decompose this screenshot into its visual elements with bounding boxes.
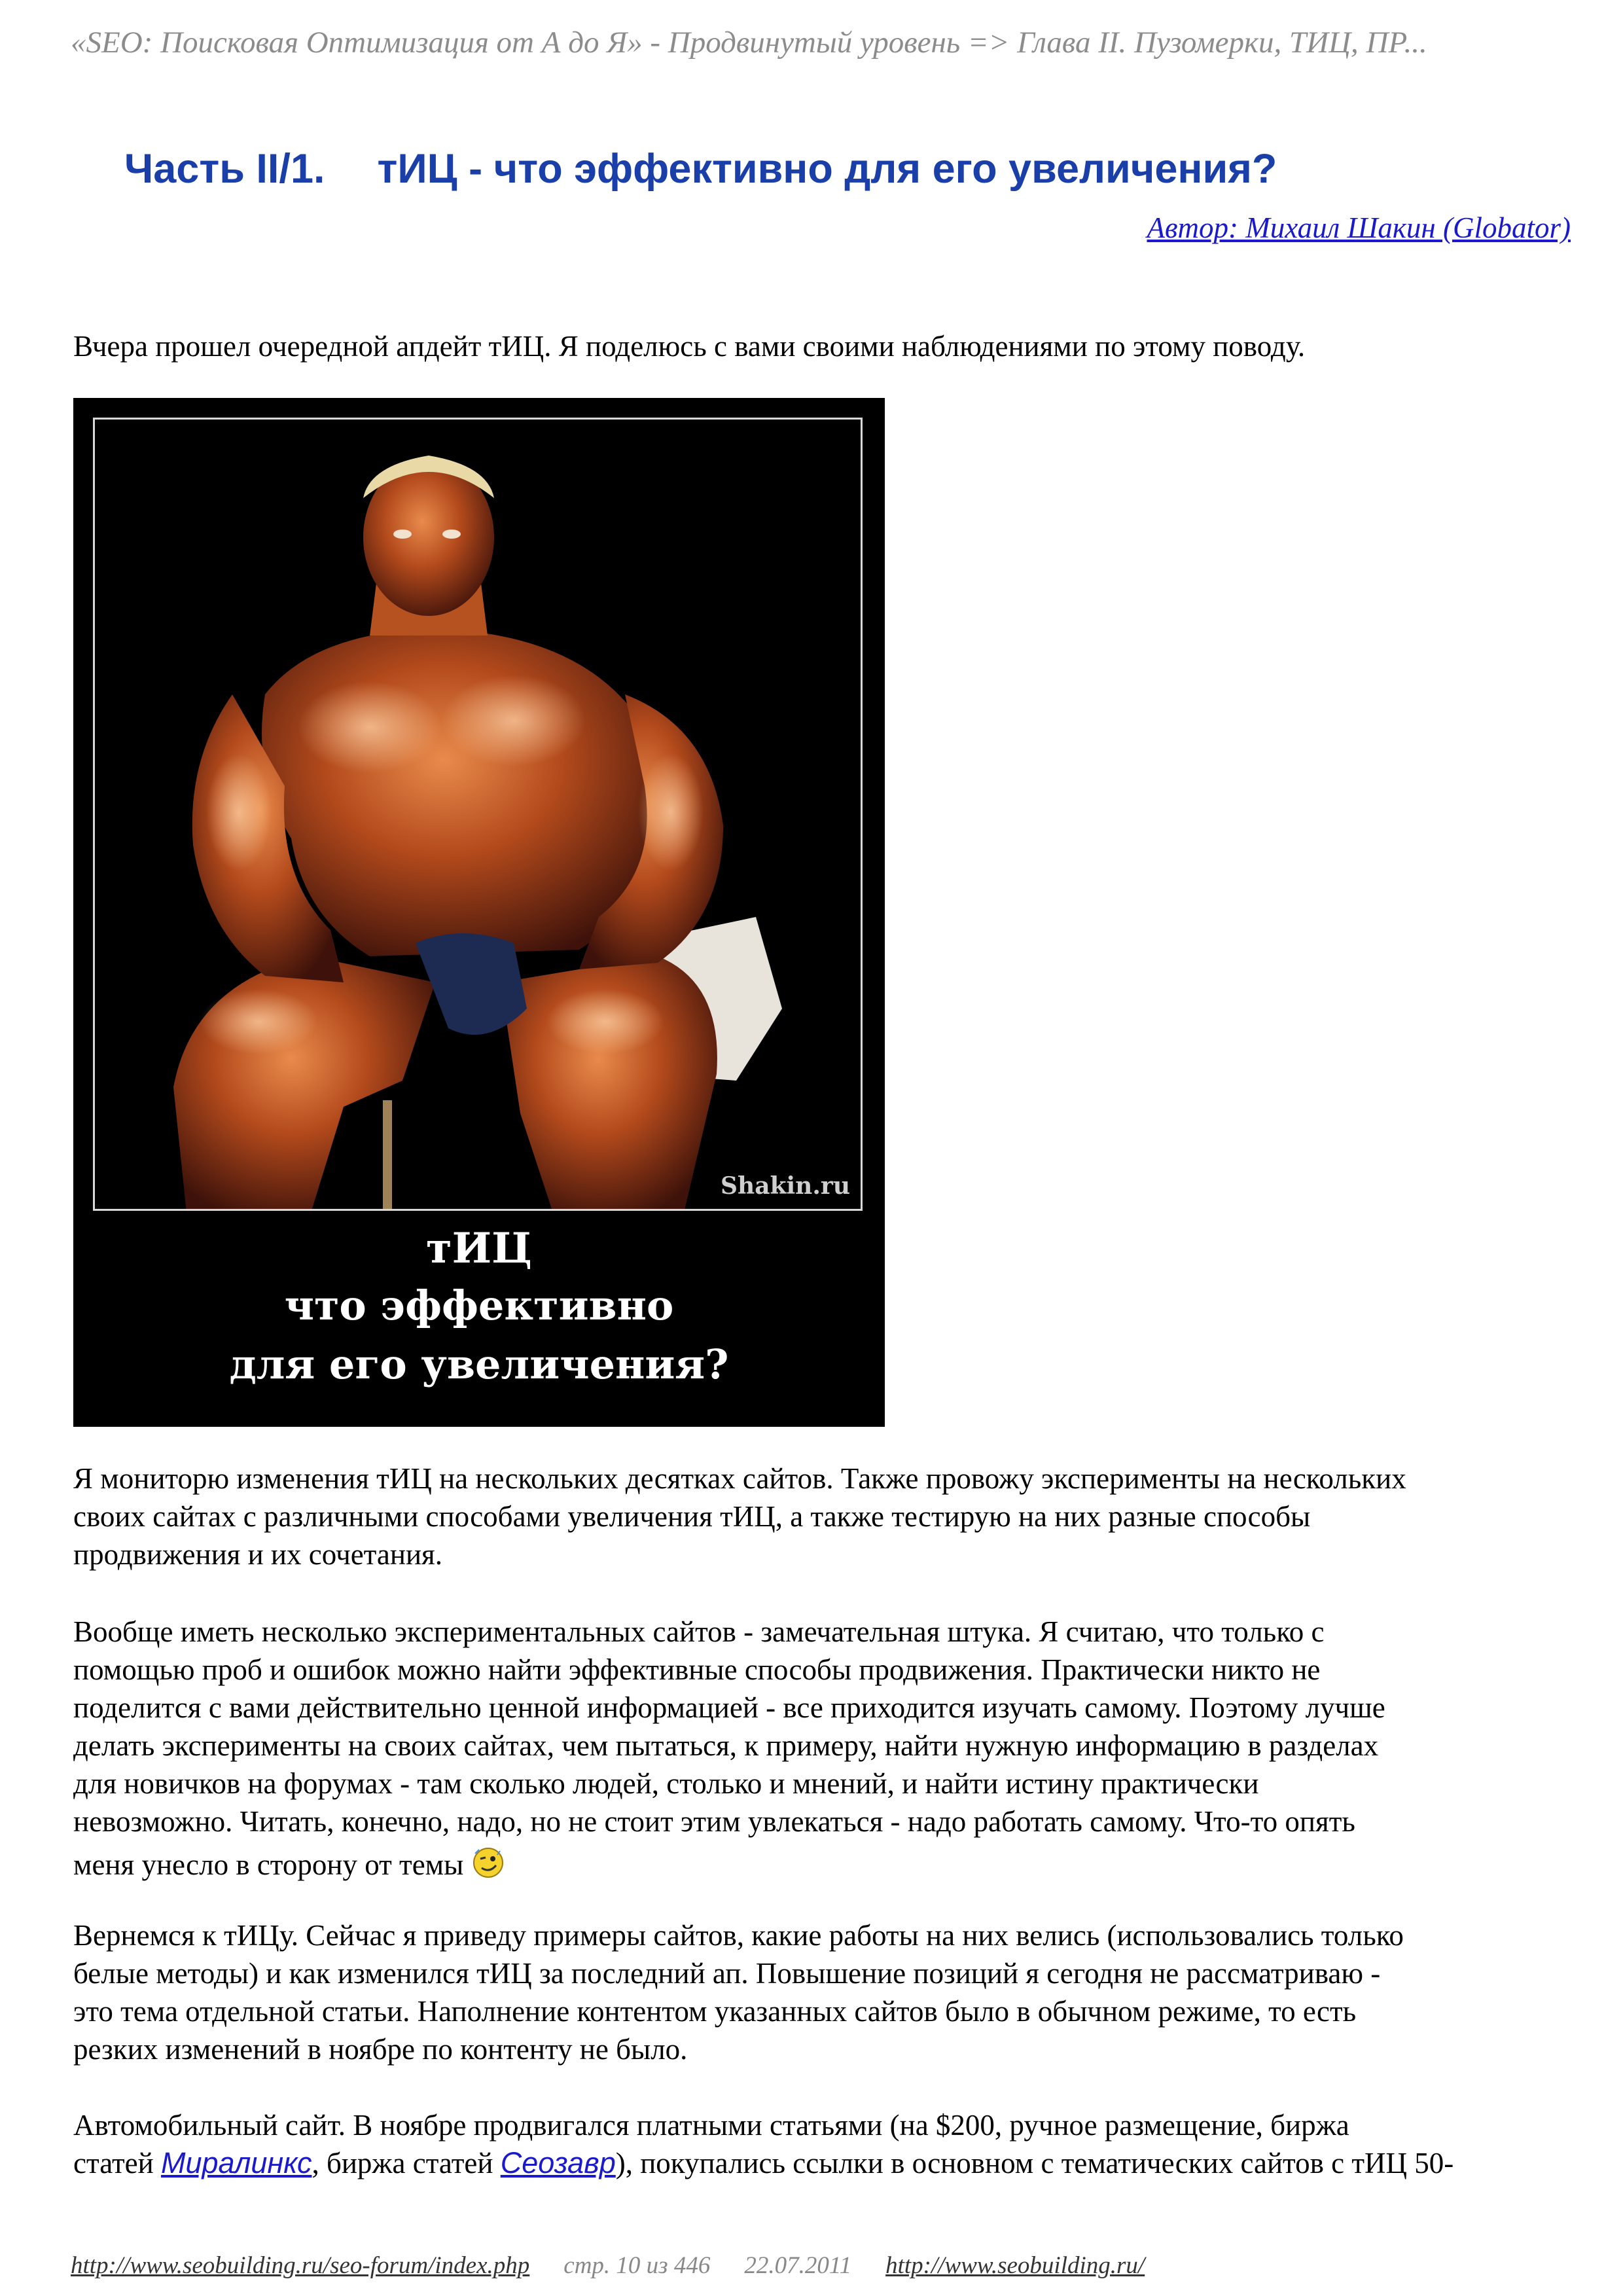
text-line: поделится с вами действительно ценной информацией - все приходится изучать самому. Поэтому лучше <box>73 1691 1385 1724</box>
bodybuilder-illustration <box>95 420 863 1211</box>
text-segment: статей <box>73 2147 161 2179</box>
page-number: стр. 10 из 446 <box>563 2252 711 2279</box>
text-line: невозможно. Читать, конечно, надо, но не стоит этим увлекаться - надо работать самому. Что-то опять <box>73 1805 1355 1838</box>
poster-caption-line1: тИЦ <box>426 1224 532 1273</box>
text-segment: ), покупались ссылки в основном с тематических сайтов с тИЦ 50- <box>615 2147 1454 2179</box>
paragraph-auto-site <box>73 2106 1578 2182</box>
poster-photo <box>93 418 863 1211</box>
text-line <box>73 2144 1578 2182</box>
paragraph-return <box>73 1916 1578 2068</box>
text-line: Автомобильный сайт. В ноябре продвигался платными статьями (на $200, ручное размещение, биржа <box>73 2109 1349 2142</box>
text-line: Я мониторю изменения тИЦ на нескольких десятках сайтов. Также провожу эксперименты на нескольких <box>73 1462 1406 1495</box>
text-line <box>73 1844 1578 1888</box>
demotivator-poster <box>73 398 885 1427</box>
wink-smiley-icon <box>471 1844 505 1888</box>
text-line: это тема отдельной статьи. Наполнение контентом указанных сайтов было в обычном режиме, то есть <box>73 1995 1357 2028</box>
miralinks-link[interactable]: Миралинкс <box>160 2146 312 2179</box>
text-line: для новичков на форумах - там сколько людей, столько и мнений, и найти истину практически <box>73 1767 1259 1800</box>
text-line: резких изменений в ноябре по контенту не было. <box>73 2033 688 2066</box>
text-line: белые методы) и как изменился тИЦ за последний ап. Повышение позиций я сегодня не рассматриваю - <box>73 1957 1381 1990</box>
poster-caption-line3: для его увеличения? <box>229 1340 729 1388</box>
part-number: Часть II/1. <box>124 146 325 192</box>
running-header: «SEO: Поисковая Оптимизация от А до Я» - Продвинутый уровень => Глава II. Пузомерки, ТИЦ, ПР... <box>71 26 1427 60</box>
text-line: продвижения и их сочетания. <box>73 1538 442 1571</box>
text-line: своих сайтах с различными способами увеличения тИЦ, а также тестирую на них разные способы <box>73 1500 1311 1533</box>
page-footer <box>71 2251 1145 2280</box>
title-text: тИЦ - что эффективно для его увеличения? <box>377 146 1277 192</box>
poster-watermark: Shakin.ru <box>721 1172 850 1200</box>
poster-caption-line2: что эффективно <box>284 1282 674 1329</box>
seozavr-link[interactable]: Сеозавр <box>500 2146 616 2179</box>
text-line: делать эксперименты на своих сайтах, чем пытаться, к примеру, найти нужную информацию в разделах <box>73 1729 1379 1762</box>
text-line: Вообще иметь несколько экспериментальных сайтов - замечательная штука. Я считаю, что только с <box>73 1615 1325 1648</box>
paragraph-monitoring <box>73 1460 1578 1573</box>
text-segment: , биржа статей <box>312 2147 501 2179</box>
text-segment: меня унесло в сторону от темы <box>73 1848 464 1881</box>
footer-date: 22.07.2011 <box>744 2252 852 2279</box>
text-line: Вернемся к тИЦу. Сейчас я приведу примеры сайтов, какие работы на них велись (использовались только <box>73 1919 1404 1952</box>
paragraph-experiments <box>73 1613 1578 1888</box>
article-title <box>124 145 1277 192</box>
author-link[interactable]: Автор: Михаил Шакин (Globator) <box>1147 211 1571 244</box>
text-line: помощью проб и ошибок можно найти эффективные способы продвижения. Практически никто не <box>73 1653 1321 1686</box>
intro-paragraph: Вчера прошел очередной апдейт тИЦ. Я поделюсь с вами своими наблюдениями по этому поводу. <box>73 330 1306 363</box>
footer-site-link[interactable]: http://www.seobuilding.ru/ <box>885 2252 1145 2279</box>
footer-forum-link[interactable]: http://www.seobuilding.ru/seo-forum/index.php <box>71 2252 530 2279</box>
